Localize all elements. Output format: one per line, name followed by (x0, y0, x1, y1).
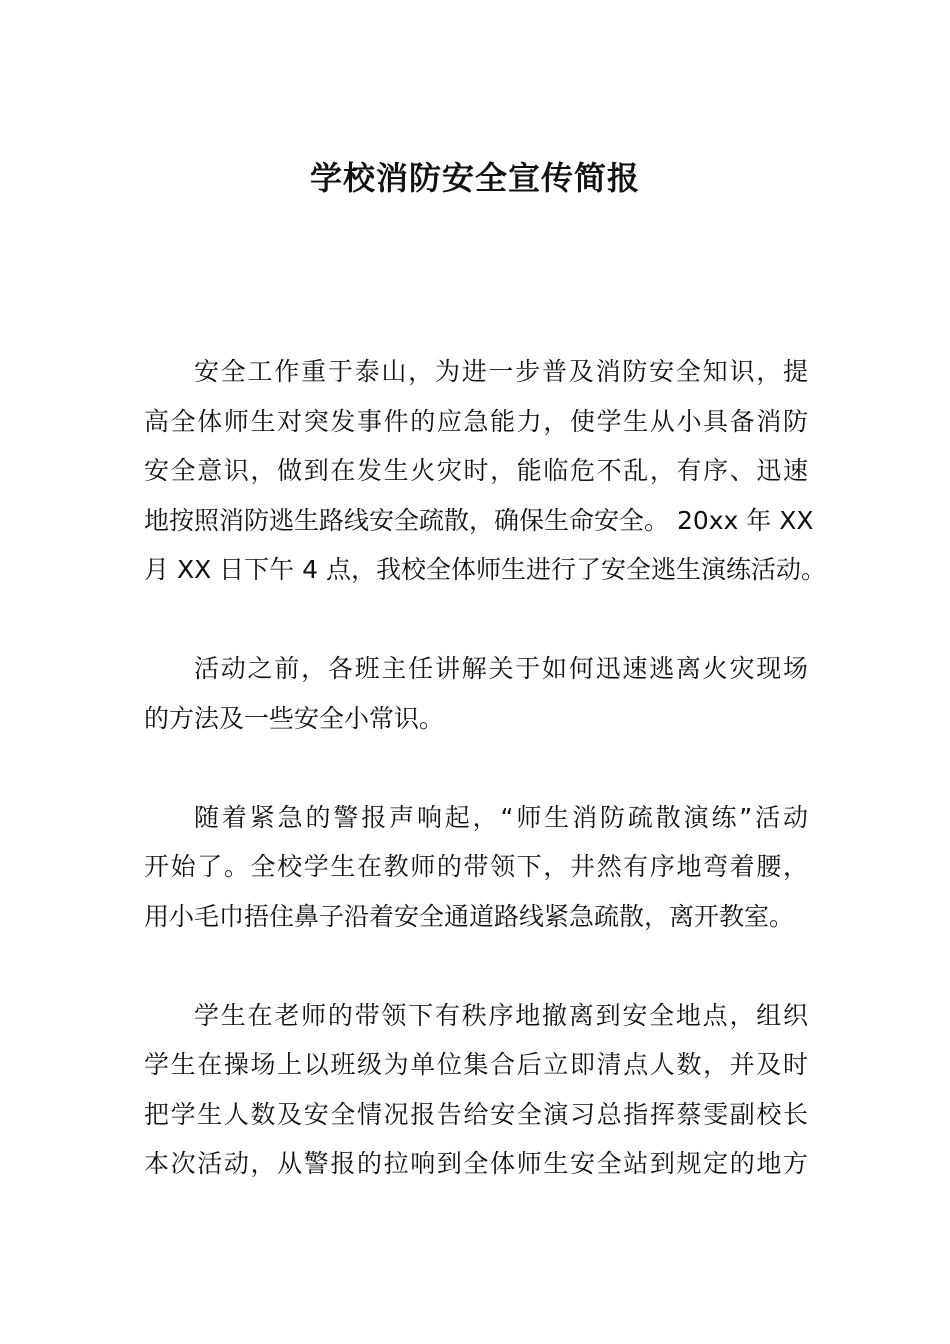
paragraph-line: 安全意识，做到在发生火灾时，能临危不乱，有序、迅速 (144, 456, 808, 485)
paragraph-line: 用小毛巾捂住鼻子沿着安全通道路线紧急疏散，离开教室。 (144, 901, 795, 931)
paragraph-line: 本次活动，从警报的拉响到全体师生安全站到规定的地方 (144, 1149, 808, 1178)
paragraph-line: 随着紧急的警报声响起，“师生消防疏散演练”活动 (194, 802, 808, 832)
paragraph-4 (144, 991, 808, 1189)
paragraph-line: 活动之前，各班主任讲解关于如何迅速逃离火灾现场 (194, 654, 808, 683)
document-body (144, 347, 826, 1189)
paragraph-line: 把学生人数及安全情况报告给安全演习总指挥蔡雯副校长 (144, 1099, 808, 1129)
paragraph-line: 高全体师生对突发事件的应急能力，使学生从小具备消防 (144, 406, 808, 436)
paragraph-line: 学生在老师的带领下有秩序地撤离到安全地点，组织 (194, 1000, 808, 1030)
paragraph-3 (144, 793, 808, 942)
paragraph-line: 开始了。全校学生在教师的带领下，井然有序地弯着腰， (144, 852, 808, 881)
paragraph-line: 地按照消防逃生路线安全疏散，确保生命安全。 20xx 年 XX (144, 505, 814, 535)
document-title: 学校消防安全宣传简报 (309, 159, 640, 197)
paragraph-line: 学生在操场上以班级为单位集合后立即清点人数，并及时 (144, 1050, 808, 1079)
paragraph-line: 安全工作重于泰山，为进一步普及消防安全知识，提 (194, 357, 808, 386)
paragraph-line: 月 XX 日下午 4 点，我校全体师生进行了安全逃生演练活动。 (144, 555, 826, 584)
paragraph-1 (144, 347, 826, 595)
paragraph-2 (144, 644, 808, 743)
paragraph-line: 的方法及一些安全小常识。 (144, 703, 445, 733)
